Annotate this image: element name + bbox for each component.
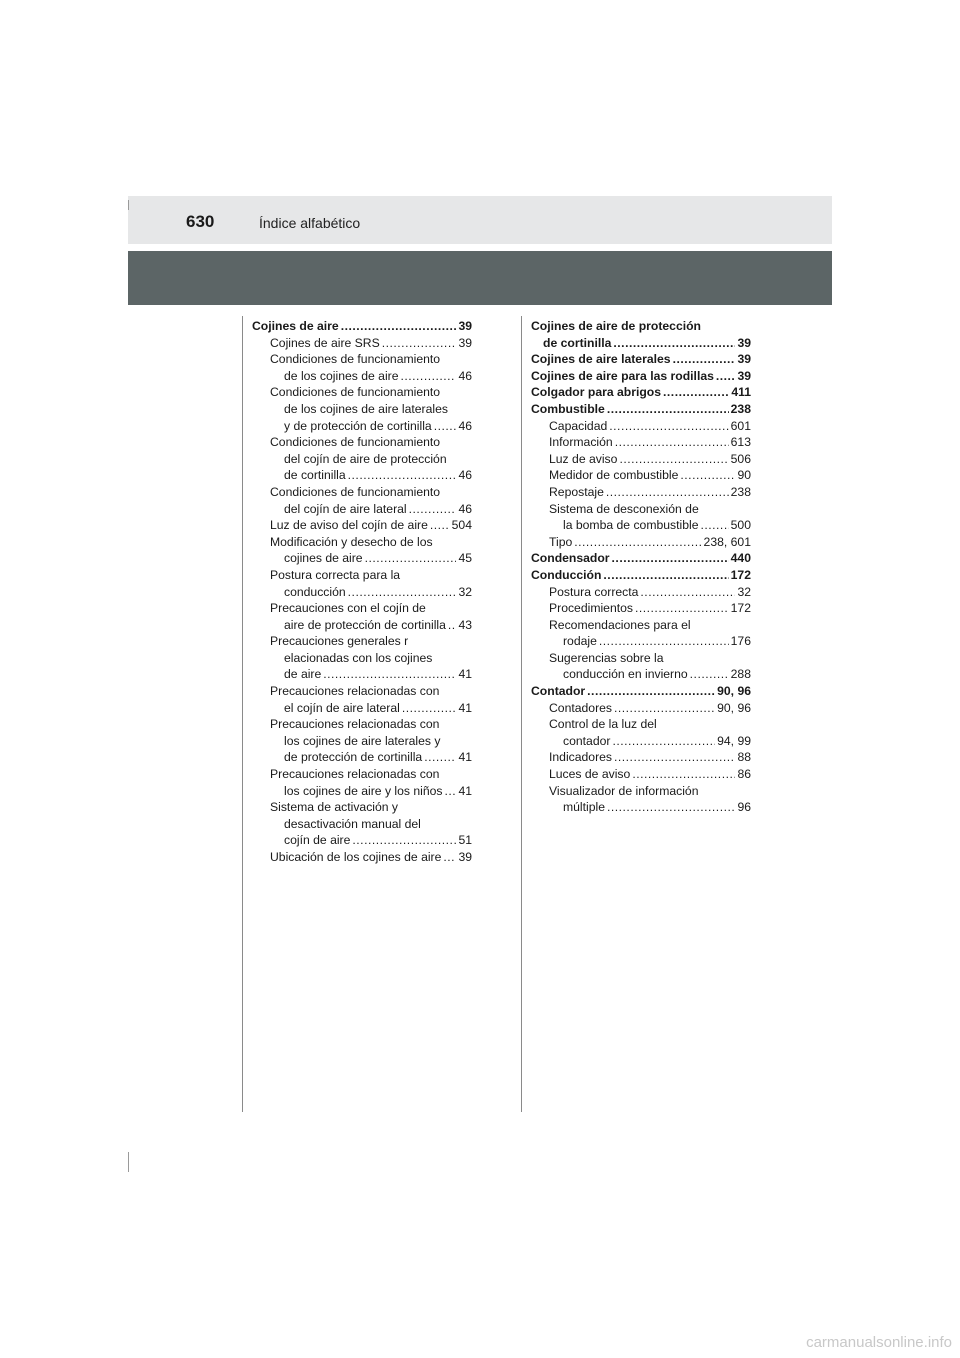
- entry-text: Sistema de desconexión de: [549, 501, 699, 516]
- entry-page-ref: 288: [730, 667, 751, 682]
- entry-text: Ubicación de los cojines de aire: [270, 850, 442, 864]
- entry-text: conducción en invierno: [563, 667, 688, 682]
- entry-text: la bomba de combustible: [563, 518, 699, 533]
- dot-leader: [663, 384, 729, 401]
- dot-leader: [443, 849, 456, 866]
- index-entry: [531, 783, 751, 800]
- entry-text: Luz de aviso: [549, 451, 618, 466]
- entry-page-ref: 46: [458, 468, 472, 483]
- dot-leader: [587, 683, 715, 700]
- index-entry: [252, 517, 472, 534]
- index-entry: [531, 716, 751, 733]
- index-entry: [252, 534, 472, 551]
- index-entry: [252, 733, 472, 750]
- index-entry: [531, 666, 751, 683]
- index-entry: [531, 318, 751, 335]
- entry-text: Postura correcta: [549, 584, 639, 599]
- index-entry: [531, 534, 751, 551]
- entry-text: Contadores: [549, 700, 613, 715]
- entry-text: Sistema de activación y: [270, 800, 399, 815]
- dot-leader: [614, 700, 715, 717]
- index-entry: [252, 749, 472, 766]
- entry-text: Recomendaciones para el: [549, 617, 691, 632]
- entry-text: de cortinilla: [543, 335, 612, 350]
- entry-text: de aire: [284, 667, 322, 682]
- index-entry: [531, 567, 751, 584]
- entry-text: Luces de aviso: [549, 767, 631, 782]
- entry-page-ref: 46: [458, 418, 472, 433]
- index-entry: [252, 666, 472, 683]
- dot-leader: [680, 467, 735, 484]
- dot-leader: [640, 584, 735, 601]
- entry-page-ref: 440: [730, 551, 751, 566]
- margin-mark: [128, 1152, 129, 1172]
- index-entry: [531, 749, 751, 766]
- entry-text: Indicadores: [549, 750, 613, 765]
- dot-leader: [606, 484, 729, 501]
- dot-leader: [382, 335, 457, 352]
- index-entry: [252, 816, 472, 833]
- dot-leader: [424, 749, 456, 766]
- index-entry: [531, 401, 751, 418]
- index-entry: [531, 467, 751, 484]
- entry-page-ref: 32: [737, 584, 751, 599]
- dot-leader: [615, 434, 729, 451]
- index-entry: [531, 650, 751, 667]
- entry-text: Cojines de aire SRS: [270, 335, 380, 350]
- entry-text: del cojín de aire lateral: [284, 501, 407, 516]
- entry-text: aire de protección de cortinilla: [284, 617, 446, 632]
- entry-page-ref: 86: [737, 767, 751, 782]
- index-entry: [531, 799, 751, 816]
- entry-text: Procedimientos: [549, 601, 633, 616]
- index-entry: [531, 351, 751, 368]
- margin-mark: [128, 200, 129, 210]
- index-entry: [252, 650, 472, 667]
- index-entry: [252, 683, 472, 700]
- dot-leader: [365, 550, 457, 567]
- index-entry: [252, 783, 472, 800]
- dot-leader: [716, 368, 736, 385]
- entry-text: Capacidad: [549, 418, 608, 433]
- entry-page-ref: 46: [458, 368, 472, 383]
- entry-page-ref: 46: [458, 501, 472, 516]
- entry-text: Repostaje: [549, 484, 604, 499]
- entry-text: múltiple: [563, 800, 605, 815]
- section-title: Índice alfabético: [259, 215, 361, 231]
- index-entry: [531, 700, 751, 717]
- entry-text: de los cojines de aire laterales: [284, 401, 448, 416]
- entry-page-ref: 411: [731, 385, 751, 400]
- dot-leader: [609, 418, 728, 435]
- entry-text: Información: [549, 435, 613, 450]
- dot-leader: [613, 335, 735, 352]
- index-entry: [252, 434, 472, 451]
- entry-text: Cojines de aire para las rodillas: [531, 368, 714, 383]
- entry-page-ref: 45: [458, 551, 472, 566]
- entry-page-ref: 43: [458, 617, 472, 632]
- entry-page-ref: 39: [737, 335, 751, 350]
- entry-page-ref: 90, 96: [717, 700, 751, 715]
- entry-text: contador: [563, 733, 611, 748]
- index-entry: [252, 849, 472, 866]
- dot-leader: [607, 401, 729, 418]
- index-entry: [252, 567, 472, 584]
- entry-page-ref: 39: [458, 335, 472, 350]
- index-entry: [252, 418, 472, 435]
- entry-text: Control de la luz del: [549, 717, 657, 732]
- entry-text: Condiciones de funcionamiento: [270, 484, 441, 499]
- column-rule-right: [521, 316, 522, 1112]
- entry-text: de cortinilla: [284, 468, 346, 483]
- entry-text: Colgador para abrigos: [531, 385, 662, 400]
- entry-text: conducción: [284, 584, 346, 599]
- dot-leader: [409, 501, 457, 518]
- entry-page-ref: 506: [730, 451, 751, 466]
- index-entry: [252, 799, 472, 816]
- entry-text: Conducción: [531, 567, 602, 582]
- index-entry: [531, 368, 751, 385]
- index-entry: [252, 584, 472, 601]
- dot-leader: [632, 766, 735, 783]
- entry-page-ref: 41: [458, 667, 472, 682]
- entry-page-ref: 41: [458, 700, 472, 715]
- entry-text: de protección de cortinilla: [284, 750, 423, 765]
- column-rule-left: [242, 316, 243, 1112]
- entry-text: Precauciones con el cojín de: [270, 601, 426, 616]
- index-entry: [531, 484, 751, 501]
- entry-page-ref: 238: [730, 484, 751, 499]
- dot-leader: [614, 749, 735, 766]
- index-entry: [531, 600, 751, 617]
- entry-page-ref: 90: [737, 468, 751, 483]
- entry-page-ref: 94, 99: [717, 733, 751, 748]
- index-entry: [531, 683, 751, 700]
- entry-page-ref: 39: [458, 850, 472, 864]
- entry-text: Condiciones de funcionamiento: [270, 352, 441, 367]
- index-entry: [252, 318, 472, 335]
- index-entry: [531, 517, 751, 534]
- index-entry: [531, 550, 751, 567]
- entry-page-ref: 176: [730, 634, 751, 649]
- dot-leader: [401, 368, 457, 385]
- header-band: [128, 251, 832, 305]
- index-entry: [252, 335, 472, 352]
- entry-text: Tipo: [549, 534, 573, 549]
- entry-text: Sugerencias sobre la: [549, 650, 664, 665]
- index-entry: [252, 401, 472, 418]
- index-entry: [252, 484, 472, 501]
- entry-text: desactivación manual del: [284, 816, 421, 831]
- dot-leader: [635, 600, 729, 617]
- index-entry: [252, 467, 472, 484]
- entry-page-ref: 39: [737, 352, 751, 367]
- dot-leader: [348, 584, 457, 601]
- entry-text: el cojín de aire lateral: [284, 700, 400, 715]
- entry-text: rodaje: [563, 634, 597, 649]
- dot-leader: [612, 550, 729, 567]
- index-entry: [252, 766, 472, 783]
- index-column-left: [252, 318, 472, 866]
- entry-page-ref: 39: [458, 319, 472, 333]
- watermark: carmanualsonline.info: [806, 1334, 952, 1351]
- entry-page-ref: 51: [458, 833, 472, 848]
- entry-page-ref: 500: [730, 518, 751, 533]
- entry-text: Condiciones de funcionamiento: [270, 435, 441, 450]
- index-entry: [531, 434, 751, 451]
- index-entry: [531, 633, 751, 650]
- dot-leader: [445, 783, 457, 800]
- index-entry: [252, 384, 472, 401]
- entry-text: Postura correcta para la: [270, 567, 401, 582]
- dot-leader: [323, 666, 456, 683]
- dot-leader: [341, 318, 457, 335]
- dot-leader: [603, 567, 728, 584]
- entry-text: Combustible: [531, 401, 605, 416]
- index-entry: [252, 368, 472, 385]
- entry-text: de los cojines de aire: [284, 368, 399, 383]
- index-column-right: [531, 318, 751, 816]
- entry-page-ref: 32: [458, 584, 472, 599]
- entry-page-ref: 238: [730, 401, 751, 416]
- entry-text: Cojines de aire: [252, 319, 339, 333]
- entry-text: Condensador: [531, 551, 610, 566]
- index-entry: [531, 617, 751, 634]
- dot-leader: [434, 418, 457, 435]
- dot-leader: [701, 517, 729, 534]
- index-entry: [252, 550, 472, 567]
- entry-text: Luz de aviso del cojín de aire: [270, 518, 428, 533]
- entry-page-ref: 90, 96: [717, 684, 751, 699]
- entry-page-ref: 41: [458, 783, 472, 798]
- dot-leader: [430, 517, 450, 534]
- dot-leader: [619, 451, 728, 468]
- index-entry: [252, 716, 472, 733]
- dot-leader: [599, 633, 729, 650]
- entry-text: Condiciones de funcionamiento: [270, 385, 441, 400]
- entry-text: Precauciones relacionadas con: [270, 767, 440, 782]
- dot-leader: [612, 733, 715, 750]
- entry-page-ref: 172: [730, 567, 751, 582]
- entry-text: Precauciones relacionadas con: [270, 717, 440, 732]
- entry-page-ref: 96: [737, 800, 751, 815]
- entry-text: los cojines de aire laterales y: [284, 733, 441, 748]
- entry-text: cojines de aire: [284, 551, 363, 566]
- entry-text: Medidor de combustible: [549, 468, 679, 483]
- dot-leader: [348, 467, 457, 484]
- page-header: [128, 196, 832, 244]
- entry-text: Modificación y desecho de los: [270, 534, 433, 549]
- entry-page-ref: 238, 601: [703, 534, 751, 549]
- index-entry: [252, 501, 472, 518]
- entry-text: y de protección de cortinilla: [284, 418, 432, 433]
- index-entry: [531, 584, 751, 601]
- entry-text: Cojines de aire de protección: [531, 319, 701, 333]
- index-entry: [252, 600, 472, 617]
- page-number: 630: [186, 212, 215, 231]
- entry-page-ref: 172: [730, 601, 751, 616]
- index-entry: [252, 451, 472, 468]
- dot-leader: [448, 617, 457, 634]
- entry-text: Precauciones generales r: [270, 634, 409, 649]
- entry-text: Precauciones relacionadas con: [270, 684, 440, 699]
- dot-leader: [574, 534, 701, 551]
- entry-text: cojín de aire: [284, 833, 351, 848]
- index-entry: [531, 733, 751, 750]
- index-entry: [252, 700, 472, 717]
- entry-page-ref: 601: [730, 418, 751, 433]
- index-entry: [252, 832, 472, 849]
- dot-leader: [352, 832, 456, 849]
- entry-text: Cojines de aire laterales: [531, 352, 671, 367]
- index-entry: [531, 418, 751, 435]
- entry-text: elacionadas con los cojines: [284, 650, 433, 665]
- entry-text: Visualizador de información: [549, 783, 699, 798]
- entry-text: los cojines de aire y los niños: [284, 783, 443, 798]
- entry-page-ref: 613: [730, 435, 751, 450]
- dot-leader: [402, 700, 457, 717]
- index-entry: [531, 384, 751, 401]
- entry-page-ref: 88: [737, 750, 751, 765]
- index-entry: [531, 766, 751, 783]
- entry-page-ref: 504: [451, 518, 472, 533]
- entry-text: Contador: [531, 684, 586, 699]
- dot-leader: [607, 799, 735, 816]
- index-entry: [531, 451, 751, 468]
- index-entry: [531, 501, 751, 518]
- index-entry: [252, 351, 472, 368]
- index-entry: [252, 617, 472, 634]
- entry-text: del cojín de aire de protección: [284, 451, 447, 466]
- dot-leader: [673, 351, 736, 368]
- entry-page-ref: 39: [737, 368, 751, 383]
- entry-page-ref: 41: [458, 750, 472, 765]
- index-entry: [252, 633, 472, 650]
- index-entry: [531, 335, 751, 352]
- dot-leader: [690, 666, 729, 683]
